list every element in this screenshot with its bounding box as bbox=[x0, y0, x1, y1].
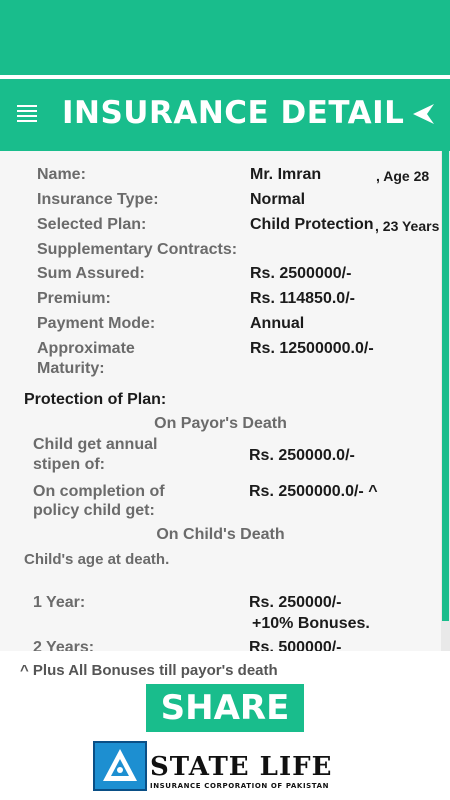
child-age-text: Child's age at death. bbox=[24, 551, 170, 568]
year1-label: 1 Year: bbox=[33, 594, 86, 611]
insurance-type-value: Normal bbox=[250, 191, 306, 208]
app-bar bbox=[0, 79, 450, 151]
plan-years-value: , 23 Years bbox=[375, 218, 440, 234]
insurance-detail-panel[interactable] bbox=[0, 151, 441, 651]
completion-value: Rs. 2500000.0/- ^ bbox=[249, 483, 378, 500]
completion-label-line1: On completion of bbox=[33, 483, 165, 500]
logo-title: STATE LIFE bbox=[150, 752, 333, 782]
page-title: INSURANCE DETAIL bbox=[62, 95, 405, 131]
supplementary-contracts-label: Supplementary Contracts: bbox=[37, 241, 238, 258]
annual-stipend-value: Rs. 250000.0/- bbox=[249, 447, 355, 464]
back-arrow-icon[interactable] bbox=[410, 101, 436, 127]
name-label: Name: bbox=[37, 166, 86, 183]
selected-plan-value: Child Protection bbox=[250, 216, 374, 233]
status-bar bbox=[0, 0, 450, 75]
state-life-logo-icon bbox=[93, 741, 147, 791]
payor-death-heading: On Payor's Death bbox=[154, 415, 287, 432]
logo-subtitle: INSURANCE CORPORATION OF PAKISTAN bbox=[150, 782, 330, 790]
annual-stipend-label-line2: stipen of: bbox=[33, 456, 105, 473]
year2-value: Rs. 500000/- bbox=[249, 639, 342, 651]
maturity-label-line2: Maturity: bbox=[37, 360, 105, 377]
year1-bonus-value: +10% Bonuses. bbox=[252, 615, 370, 632]
payment-mode-value: Annual bbox=[250, 315, 305, 332]
sum-assured-value: Rs. 2500000/- bbox=[250, 265, 352, 282]
completion-label-line2: policy child get: bbox=[33, 502, 155, 519]
sum-assured-label: Sum Assured: bbox=[37, 265, 145, 282]
maturity-label-line1: Approximate bbox=[37, 340, 135, 357]
scrollbar-thumb[interactable] bbox=[442, 151, 449, 621]
bonus-footnote: ^ Plus All Bonuses till payor's death bbox=[20, 662, 278, 679]
hamburger-menu-icon[interactable] bbox=[17, 105, 37, 121]
year1-value: Rs. 250000/- bbox=[249, 594, 342, 611]
premium-value: Rs. 114850.0/- bbox=[250, 290, 355, 307]
share-button[interactable]: SHARE bbox=[146, 684, 304, 732]
selected-plan-label: Selected Plan: bbox=[37, 216, 147, 233]
payment-mode-label: Payment Mode: bbox=[37, 315, 156, 332]
maturity-value: Rs. 12500000.0/- bbox=[250, 340, 374, 357]
child-death-heading: On Child's Death bbox=[156, 526, 285, 543]
premium-label: Premium: bbox=[37, 290, 111, 307]
age-value: , Age 28 bbox=[376, 168, 430, 184]
protection-heading: Protection of Plan: bbox=[24, 391, 167, 408]
insurance-type-label: Insurance Type: bbox=[37, 191, 159, 208]
name-value: Mr. Imran bbox=[250, 166, 322, 183]
annual-stipend-label-line1: Child get annual bbox=[33, 436, 158, 453]
year2-label: 2 Years: bbox=[33, 639, 95, 651]
